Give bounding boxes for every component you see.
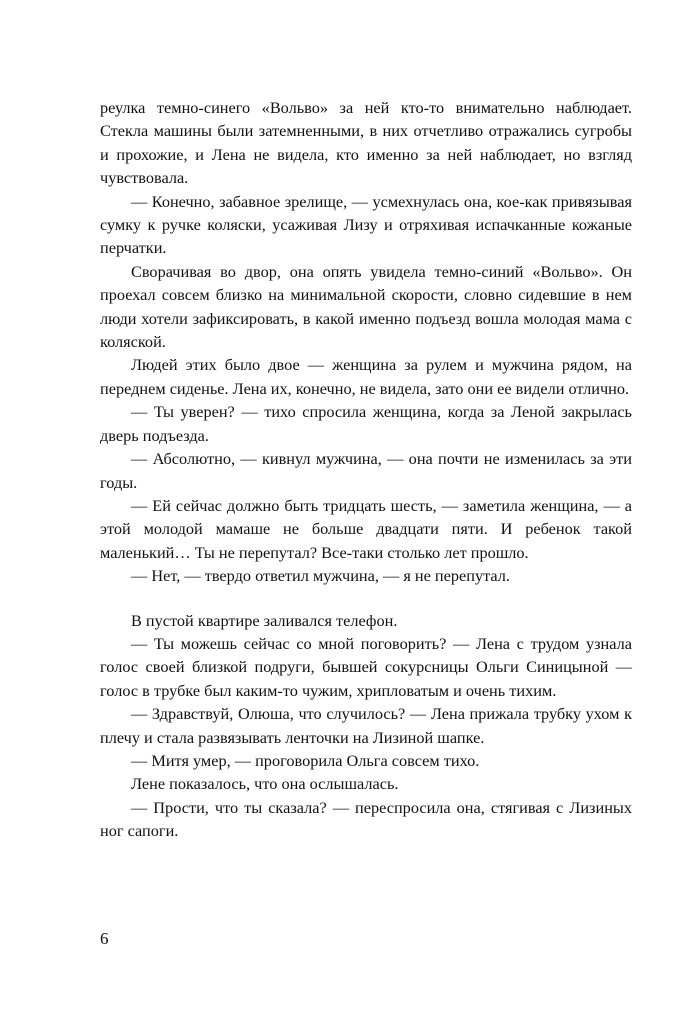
paragraph: — Ей сейчас должно быть тридцать шесть, — заметила женщина, — а этой молодой мамаше не больше двадцати пяти. И ребенок такой маленький… Ты не перепутал? Все-таки столько лет прошло. [100, 495, 632, 562]
paragraph: — Ты можешь сейчас со мной поговорить? — Лена с трудом узнала голос своей близкой подруги, бывшей сокурсницы Ольги Синицыной — голос в трубке был каким-то чужим, хрипловатым и очень тихим. [100, 633, 632, 700]
paragraph: — Конечно, забавное зрелище, — усмехнулась она, кое-как привязывая сумку к ручке коляски, усаживая Лизу и отряхивая испачканные кожаные перчатки. [100, 191, 632, 258]
paragraph: В пустой квартире заливался телефон. [131, 610, 398, 630]
paragraph: — Прости, что ты сказала? — переспросила она, стягивая с Лизиных ног сапоги. [100, 797, 632, 841]
page-number: 6 [100, 929, 109, 948]
paragraph: Лене показалось, что она ослышалась. [131, 774, 399, 794]
paragraph: — Здравствуй, Олюша, что случилось? — Лена прижала трубку ухом к плечу и стала развязывать ленточки на Лизиной шапке. [100, 704, 632, 747]
paragraph: — Ты уверен? — тихо спросила женщина, когда за Леной закрылась дверь подъезда. [100, 402, 632, 445]
paragraph: реулка темно-синего «Вольво» за ней кто-то внимательно наблюдает. Стекла машины были затемненными, в них отчетливо отражались сугробы и прохожие, и Лена не видела, кто именно за ней наблюдает, но взгляд чувствовала. [100, 98, 632, 188]
paragraph: Людей этих было двое — женщина за рулем и мужчина рядом, на переднем сиденье. Лена их, конечно, не видела, зато они ее видели отлично. [100, 355, 632, 398]
paragraph: Сворачивая во двор, она опять увидела темно-синий «Вольво». Он проехал совсем близко на минимальной скорости, словно сидевшие в нем люди хотели зафиксировать, в какой именно подъезд вошла молодая мама с коляской. [100, 261, 632, 352]
paragraph: — Абсолютно, — кивнул мужчина, — она почти не изменилась за эти годы. [100, 449, 632, 492]
paragraph: — Нет, — твердо ответил мужчина, — я не перепутал. [131, 566, 510, 586]
body-text [100, 96, 632, 843]
paragraph: — Митя умер, — проговорила Ольга совсем тихо. [131, 750, 480, 770]
